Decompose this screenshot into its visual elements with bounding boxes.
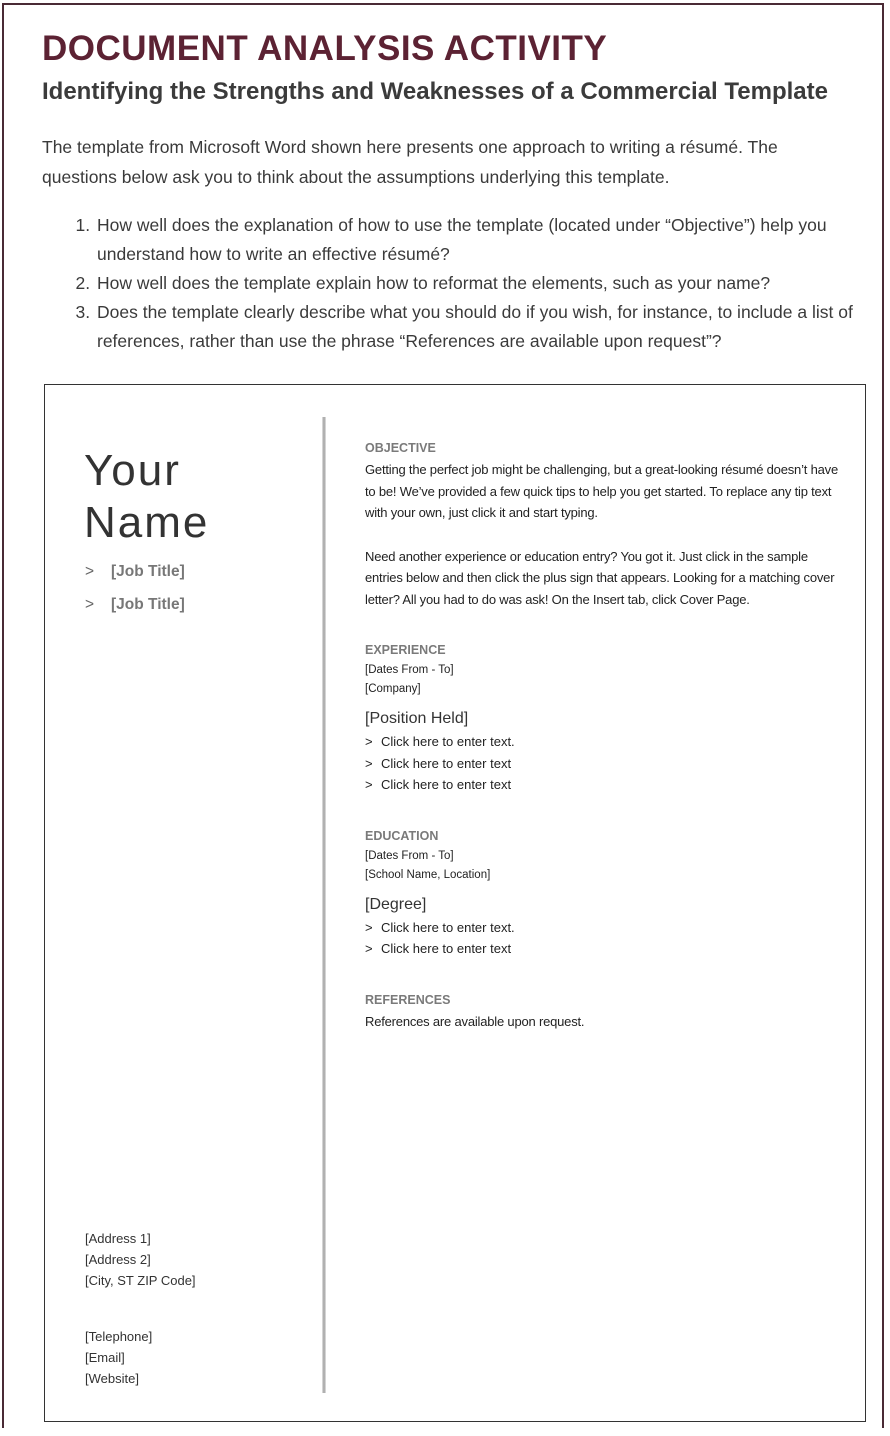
bullet-item [365,731,845,753]
objective-text: Need another experience or education entry? You got it. Just click in the sample entries below and then click the plus sign that appears. Looking for a matching cover letter? All you had to do was ask! On the Insert tab, click Cover Page. [365,548,835,607]
experience-dates: [Dates From - To] [365,664,454,676]
experience-bullets [365,731,845,796]
education-school: [School Name, Location] [365,868,491,881]
job-title: [Job Title] [111,563,185,580]
resume-template-preview [44,384,866,1422]
question-item: 2. How well does the template explain how to reformat the elements, such as your name? [95,269,890,298]
chevron-right-icon: > [365,919,373,935]
address-line: [City, ST ZIP Code] [85,1273,196,1288]
telephone: [Telephone] [85,1329,153,1344]
job-title-item [85,596,185,629]
education-bullets [365,917,845,960]
address-block [85,1228,196,1291]
education-heading: EDUCATION [365,828,439,843]
address-line: [Address 2] [85,1252,151,1267]
email: [Email] [85,1350,125,1365]
worksheet-page [2,3,884,1428]
intro-paragraph: The template from Microsoft Word shown here presents one approach to writing a résumé. The questions below ask you to think about the assumptions underlying this template. [42,137,778,187]
job-title-item [85,563,185,596]
education-dates: [Dates From - To] [365,849,454,862]
experience-company: [Company] [365,683,421,695]
experience-heading: EXPERIENCE [365,643,446,657]
page-subtitle: Identifying the Strengths and Weaknesses of a Commercial Template [42,78,828,105]
bullet-item [365,917,845,939]
bullet-text: Click here to enter text. [381,734,515,749]
vertical-divider [322,417,326,1393]
bullet-item [365,774,845,796]
bullet-text: Click here to enter text [381,941,512,956]
question-item: 1. How well does the explanation of how to use the template (located under “Objective”) help you understand how to write an effective résumé? [95,211,890,269]
chevron-right-icon: > [365,734,373,749]
bullet-text: Click here to enter text. [381,919,515,935]
website: [Website] [85,1371,139,1386]
chevron-right-icon: > [365,941,373,956]
page-title: DOCUMENT ANALYSIS ACTIVITY [42,29,608,68]
references-text: References are available upon request. [365,1013,585,1029]
chevron-right-icon: > [85,596,95,613]
objective-heading: OBJECTIVE [365,441,436,455]
name-line-2: Name [84,498,210,547]
references-heading: REFERENCES [365,992,451,1007]
question-item: 3. Does the template clearly describe what you should do if you wish, for instance, to include a list of references, rather than use the phrase “References are available upon request”? [95,298,890,356]
resume-main-column [365,441,845,1032]
bullet-text: Click here to enter text [381,777,512,792]
objective-text: Getting the perfect job might be challenging, but a great-looking résumé doesn’t have to be! We’ve provided a few quick tips to help you get started. To replace any tip text with your own, just click it and start typing. [365,462,838,520]
address-line: [Address 1] [85,1231,151,1246]
bullet-item [365,938,845,960]
bullet-text: Click here to enter text [381,755,512,771]
chevron-right-icon: > [365,755,373,771]
job-title: [Job Title] [111,596,185,613]
degree: [Degree] [365,895,427,913]
chevron-right-icon: > [85,563,95,580]
contact-block [85,1326,152,1389]
name-line-1: Your [84,446,181,495]
bullet-item [365,753,845,775]
resume-name [84,445,209,549]
question-list [42,211,890,356]
chevron-right-icon: > [365,777,373,792]
position-held: [Position Held] [365,710,469,727]
job-title-list [85,563,185,629]
